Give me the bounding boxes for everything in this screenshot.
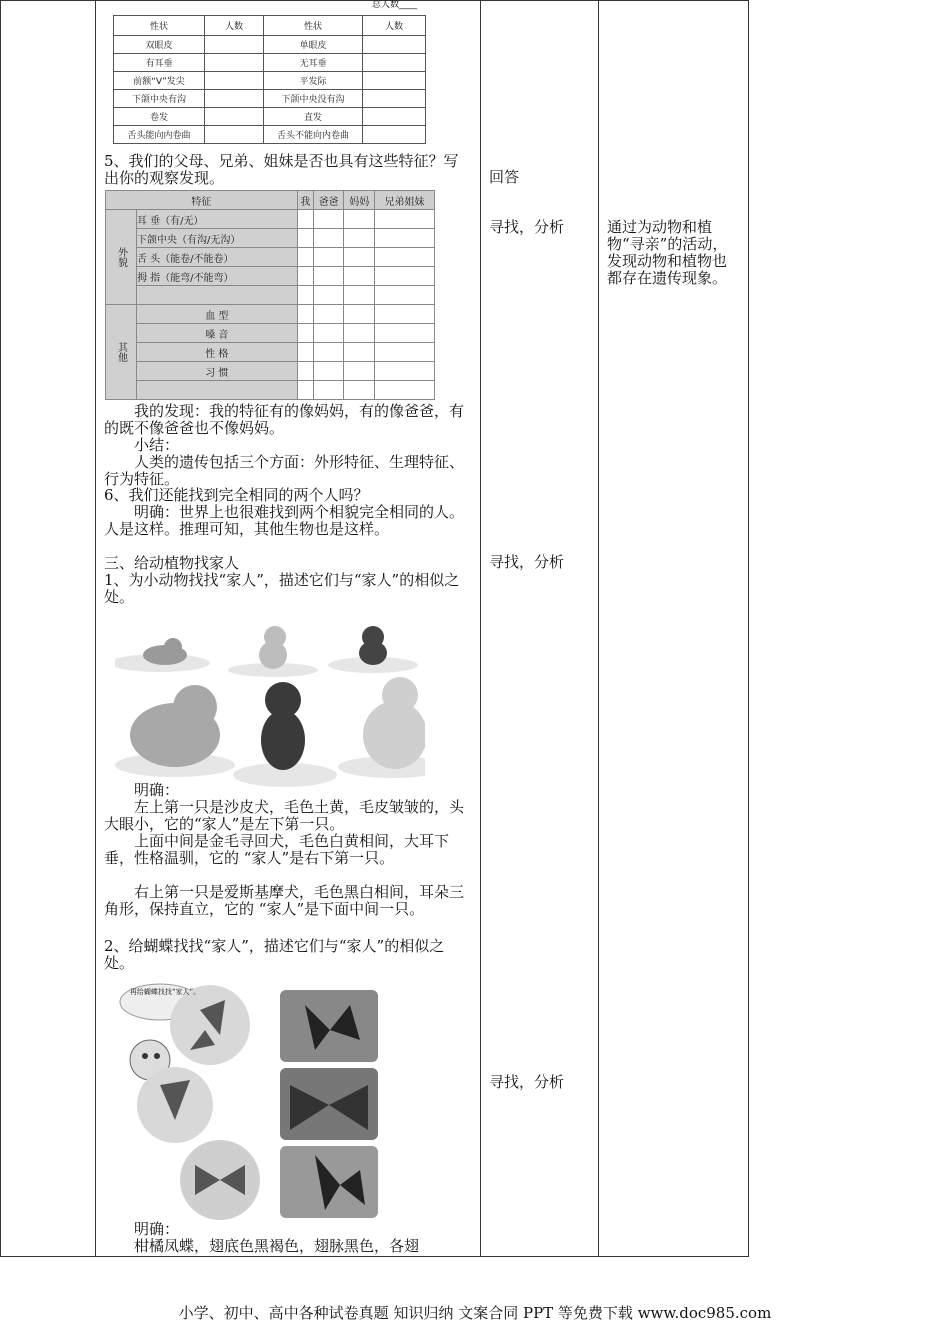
- count-cell: [363, 108, 426, 126]
- mom-header: 妈妈: [344, 191, 375, 210]
- dad-header: 爸爸: [313, 191, 344, 210]
- question-6-answer: 明确：世界上也很难找到两个相貌完全相同的人。人是这样。推理可知，其他生物也是这样。: [104, 503, 465, 538]
- column-divider: [95, 0, 96, 1257]
- activity-find-analyze: 寻找，分析: [489, 1073, 565, 1091]
- trait-cell: 无耳垂: [264, 54, 363, 72]
- section-3-heading: 三、给动植物找家人: [104, 554, 240, 572]
- table-row: [114, 90, 426, 108]
- count-cell: [363, 126, 426, 144]
- count-cell: [363, 36, 426, 54]
- feature-cell: 舌 头（能卷/不能卷）: [137, 248, 298, 267]
- column-divider: [598, 0, 599, 1257]
- count-cell: [205, 36, 264, 54]
- feature-cell: 血 型: [137, 305, 298, 324]
- trait-cell: 双眼皮: [114, 36, 205, 54]
- count-cell: [363, 90, 426, 108]
- footer-text: 小学、初中、高中各种试卷真题 知识归纳 文案合同 PPT 等免费下载 www.doc985.com: [178, 1304, 772, 1322]
- table-row: [114, 72, 426, 90]
- trait-cell: 舌头不能向内卷曲: [264, 126, 363, 144]
- activity-find-analyze: 寻找，分析: [489, 218, 565, 236]
- other-group-label: 其他: [106, 305, 137, 400]
- count-cell: [363, 72, 426, 90]
- trait-cell: 平发际: [264, 72, 363, 90]
- count-cell: [205, 72, 264, 90]
- trait-cell: 直发: [264, 108, 363, 126]
- count-cell: [363, 54, 426, 72]
- dog-2-description: 上面中间是金毛寻回犬，毛色白黄相间，大耳下垂，性格温驯，它的 “家人”是右下第一只。: [104, 832, 450, 867]
- appearance-group-label: 外貌: [106, 210, 137, 305]
- count-header: 人数: [363, 16, 426, 36]
- count-cell: [205, 90, 264, 108]
- total-count-label: 总人数____: [372, 0, 418, 10]
- dogs-photo: [115, 615, 425, 787]
- me-header: 我: [297, 191, 313, 210]
- trait-cell: 下颌中央没有沟: [264, 90, 363, 108]
- dog-3-description: 右上第一只是爱斯基摩犬，毛色黑白相间，耳朵三角形，保持直立，它的 “家人”是下面中间一只。: [104, 883, 465, 918]
- family-trait-table: [105, 190, 435, 400]
- feature-cell: 拇 指（能弯/不能弯）: [137, 267, 298, 286]
- feature-header: 特征: [106, 191, 298, 210]
- dog-1-description: 左上第一只是沙皮犬，毛色土黄，毛皮皱皱的，头大眼小，它的“家人”是左下第一只。: [104, 798, 465, 833]
- activity-answer: 回答: [489, 168, 520, 186]
- trait-cell: 单眼皮: [264, 36, 363, 54]
- feature-cell: 习 惯: [137, 362, 298, 381]
- feature-cell: 下颌中央（有沟/无沟）: [137, 229, 298, 248]
- butterflies-photo: [115, 980, 385, 1220]
- activity-find-analyze: 寻找，分析: [489, 553, 565, 571]
- feature-cell: [137, 286, 298, 305]
- finding-text: 我的发现：我的特征有的像妈妈，有的像爸爸，有的既不像爸爸也不像妈妈。: [104, 402, 465, 437]
- summary-title: 小结：: [134, 436, 180, 454]
- table-row: [114, 126, 426, 144]
- count-header: 人数: [205, 16, 264, 36]
- count-cell: [205, 54, 264, 72]
- trait-table: [113, 15, 426, 144]
- feature-cell: 性 格: [137, 343, 298, 362]
- trait-cell: 卷发: [114, 108, 205, 126]
- trait-header: 性状: [114, 16, 205, 36]
- count-cell: [205, 126, 264, 144]
- feature-cell: [137, 381, 298, 400]
- trait-cell: 前额“V”发尖: [114, 72, 205, 90]
- table-row: [114, 54, 426, 72]
- clarify-label: 明确：: [134, 781, 180, 799]
- table-row: [114, 36, 426, 54]
- task-2: 2、给蝴蝶找找“家人”，描述它们与“家人”的相似之处。: [104, 937, 445, 972]
- table-row: [114, 108, 426, 126]
- design-intent: 通过为动物和植物“寻亲”的活动，发现动物和植物也都存在遗传现象。: [607, 218, 728, 287]
- feature-cell: 耳 垂（有/无）: [137, 210, 298, 229]
- task-1: 1、为小动物找找“家人”，描述它们与“家人”的相似之处。: [104, 571, 460, 606]
- butterfly-description: 柑橘凤蝶，翅底色黑褐色，翅脉黑色，各翅: [134, 1238, 420, 1255]
- question-6: 6、我们还能找到完全相同的两个人吗？: [104, 486, 369, 504]
- speech-bubble-text: 再给蝴蝶找找“家人”。: [129, 988, 201, 996]
- feature-cell: 嗓 音: [137, 324, 298, 343]
- trait-cell: 有耳垂: [114, 54, 205, 72]
- column-divider: [480, 0, 481, 1257]
- trait-header: 性状: [264, 16, 363, 36]
- trait-cell: 舌头能向内卷曲: [114, 126, 205, 144]
- summary-text: 人类的遗传包括三个方面：外形特征、生理特征、行为特征。: [104, 453, 465, 488]
- count-cell: [205, 108, 264, 126]
- clarify-label-2: 明确：: [134, 1220, 180, 1238]
- siblings-header: 兄弟姐妹: [375, 191, 435, 210]
- trait-cell: 下颌中央有沟: [114, 90, 205, 108]
- question-5: 5、我们的父母、兄弟、姐妹是否也具有这些特征？写出你的观察发现。: [104, 152, 459, 187]
